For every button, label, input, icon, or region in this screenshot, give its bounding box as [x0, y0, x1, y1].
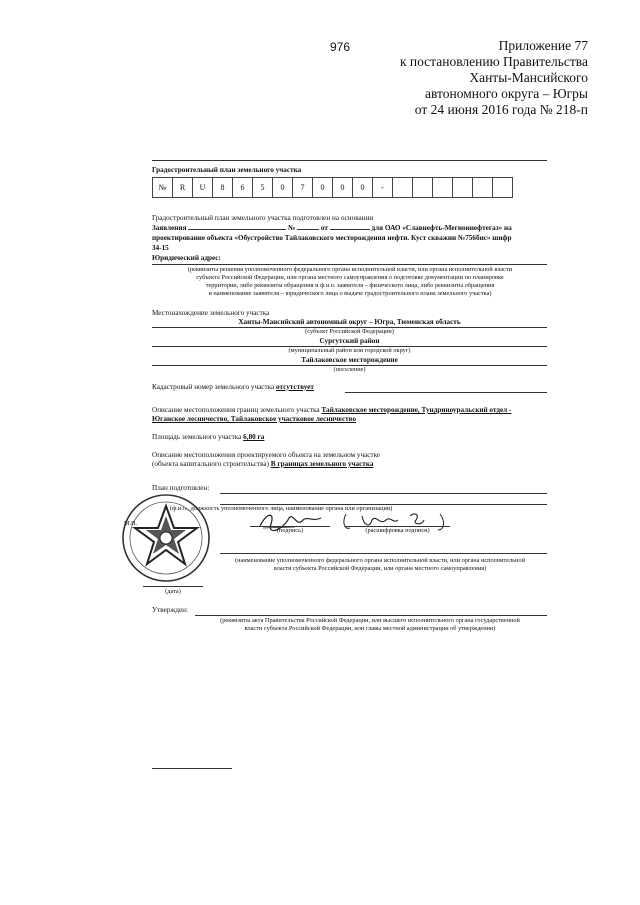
applicant: для ОАО «Славнефть-Мегионнефтегаз» на — [371, 224, 512, 232]
date-rule — [143, 586, 203, 587]
boundaries-value-1: Тайлаковское месторождение, Тундриноуральский отдел - — [321, 406, 512, 414]
object-label: (объекта капитального строительства) — [152, 460, 269, 468]
boundaries-value-2: Юганское лесничество, Тайлаковское участковое лесничество — [152, 415, 357, 423]
gpzu-cell — [393, 178, 413, 198]
prepared-note: (ф.и.о., должность уполномоченного лица, наименование органа или организации) — [170, 505, 393, 512]
document-header — [328, 38, 588, 118]
location-district: Сургутский район — [319, 337, 380, 345]
cadastral-rule — [345, 392, 547, 393]
gpzu-title: Градостроительный план земельного участка — [152, 166, 302, 174]
footnote-rule — [152, 768, 232, 769]
basis-rule — [152, 264, 547, 265]
prepared-label: План подготовлен: — [152, 484, 210, 492]
gpzu-number-table — [152, 177, 513, 198]
boundaries-label: Описание местоположения границ земельного участка — [152, 406, 320, 414]
area-value: 6,80 га — [243, 433, 265, 441]
basis-line: Градостроительный план земельного участка подготовлен на основании — [152, 214, 374, 222]
header-line-5: от 24 июня 2016 года № 218-п — [414, 102, 588, 117]
location-label: Местонахождение земельного участка — [152, 309, 270, 317]
basis-note-3: территории, либо реквизиты обращения и ф.и.о. заявителя – физического лица, либо реквизиты обращения — [205, 282, 495, 289]
header-line-4: автономного округа – Югры — [425, 86, 588, 101]
gpzu-cell: 6 — [233, 178, 253, 198]
gpzu-cell: 0 — [333, 178, 353, 198]
gpzu-cell: R — [173, 178, 193, 198]
gpzu-cell — [433, 178, 453, 198]
settlement-note: (поселение) — [333, 366, 366, 373]
authority-note-2: власти субъекта Российской Федерации, или органа местного самоуправления) — [273, 565, 487, 572]
subject-note: (субъект Российской Федерации) — [305, 328, 394, 335]
application-line — [152, 224, 552, 233]
gpzu-cell: - — [373, 178, 393, 198]
gpzu-cell — [473, 178, 493, 198]
decode-note: (расшифровка подписи) — [365, 527, 430, 534]
cadastral-label: Кадастровый номер земельного участка — [152, 383, 275, 391]
project-code: 34-15 — [152, 244, 169, 252]
project-line: проектирование объекта «Обустройство Тайлаковского месторождения нефти. Куст скважин №756бис» шифр — [152, 234, 512, 242]
object-line-2 — [152, 460, 373, 469]
page-number: 976 — [330, 40, 351, 54]
approved-note-1: (реквизиты акта Правительства Российской Федерации, или высшего исполнительного органа государственной — [220, 617, 520, 624]
gpzu-cell: 5 — [253, 178, 273, 198]
object-value: В границах земельного участка — [270, 460, 374, 468]
authority-rule — [220, 553, 547, 554]
area-line — [152, 433, 264, 442]
number-label: № — [288, 224, 296, 232]
gpzu-cell — [413, 178, 433, 198]
gpzu-cell — [493, 178, 513, 198]
authority-notes — [190, 557, 570, 573]
object-line-1: Описание местоположения проектируемого объекта на земельном участке — [152, 451, 381, 459]
authority-note-1: (наименование уполномоченного федерального органа исполнительной власти, или органа исполнительной — [235, 557, 525, 564]
basis-note-4: и наименование заявителя – юридического лица о выдаче градостроительного плана земельного участка) — [208, 290, 492, 297]
date-note: (дата) — [165, 588, 181, 595]
gpzu-cell — [453, 178, 473, 198]
basis-notes — [140, 266, 560, 298]
approved-notes — [185, 617, 555, 633]
district-note: (муниципальный район или городской округ) — [288, 347, 411, 354]
header-line-3: Ханты-Мансийского — [469, 70, 588, 85]
basis-note-1: (реквизиты решения уполномоченного федерального органа исполнительной власти, или органа исполнительной власти — [187, 266, 513, 273]
gpzu-cell: U — [193, 178, 213, 198]
gpzu-cell: 8 — [213, 178, 233, 198]
approved-rule — [195, 615, 547, 616]
location-settlement: Тайлаковское месторождение — [301, 356, 398, 364]
top-rule — [152, 160, 547, 161]
gpzu-cell: 0 — [313, 178, 333, 198]
cadastral-line — [152, 383, 314, 392]
mp-label: М.П. — [124, 520, 138, 527]
gpzu-cell: 0 — [273, 178, 293, 198]
location-subject: Ханты-Мансийский автономный округ – Югра, Тюменская область — [238, 318, 461, 326]
approved-label: Утвержден: — [152, 606, 189, 614]
gpzu-cell: 7 — [293, 178, 313, 198]
gpzu-cell: 0 — [353, 178, 373, 198]
header-line-1: Приложение 77 — [498, 38, 588, 53]
gpzu-cell: № — [153, 178, 173, 198]
header-line-2: к постановлению Правительства — [399, 54, 588, 69]
prepared-rule-1 — [220, 493, 547, 494]
boundaries-line — [152, 406, 511, 415]
cadastral-value: отсутствует — [275, 383, 314, 391]
approved-note-2: власти субъекта Российской Федерации, или главы местной администрации об утверждении) — [244, 625, 496, 632]
application-label: Заявления — [152, 224, 187, 232]
from-label: от — [320, 224, 328, 232]
basis-note-2: субъекта Российской Федерации, или органа местного самоуправления о подготовке документации по планировке — [196, 274, 504, 281]
signature-note: (подпись) — [276, 527, 304, 534]
area-label: Площадь земельного участка — [152, 433, 242, 441]
legal-address-label: Юридический адрес: — [152, 254, 221, 262]
